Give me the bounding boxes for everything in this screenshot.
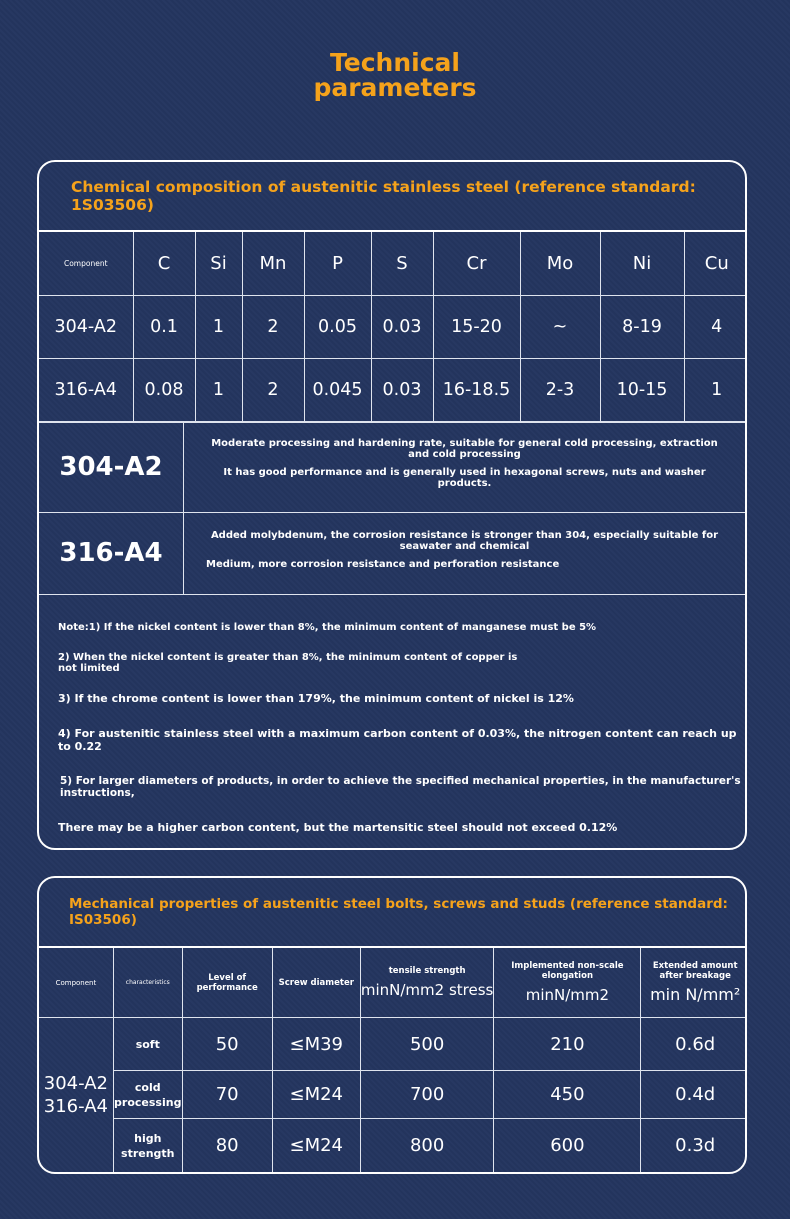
table-cell: 0.3d (641, 1119, 747, 1173)
table-cell: 0.4d (641, 1071, 747, 1119)
column-header: characteristics (113, 948, 182, 1018)
table-cell: 700 (360, 1071, 494, 1119)
column-header: Mo (520, 232, 600, 295)
page-title (0, 50, 790, 100)
mechanical-properties-heading: Mechanical properties of austenitic steel bolts, screws and studs (reference standard: IS03506) (39, 878, 745, 948)
table-cell: 50 (182, 1018, 272, 1071)
grade-description-row (39, 512, 745, 594)
column-header: C (133, 232, 195, 295)
column-header-unit: minN/mm2 (525, 985, 610, 1004)
table-cell: 8-19 (600, 295, 684, 358)
characteristic-cell: cold processing (113, 1071, 182, 1119)
description-line: It has good performance and is generally used in hexagonal screws, nuts and washer products. (223, 467, 706, 489)
table-cell: 800 (360, 1119, 494, 1173)
column-header-unit: minN/mm2 stress (360, 980, 494, 999)
column-header-label: tensile strength (388, 965, 466, 976)
table-cell: 500 (360, 1018, 494, 1071)
table-cell: 0.08 (133, 358, 195, 421)
grade-description (184, 423, 745, 512)
table-cell: 70 (182, 1071, 272, 1119)
note-line: There may be a higher carbon content, but the martensitic steel should not exceed 0.12% (58, 820, 618, 834)
table-cell: 0.05 (304, 295, 371, 358)
column-header-unit: min N/mm² (650, 984, 741, 1004)
table-header-row (39, 232, 747, 295)
table-cell: 0.03 (371, 358, 433, 421)
column-header: Component (39, 948, 113, 1018)
chemical-composition-panel (37, 160, 747, 850)
table-cell: 80 (182, 1119, 272, 1173)
table-cell: ≤M39 (272, 1018, 360, 1071)
column-header (641, 948, 747, 1018)
table-cell: 2-3 (520, 358, 600, 421)
table-cell: 2 (242, 358, 304, 421)
description-line: Added molybdenum, the corrosion resistance is stronger than 304, especially suitable for seawater and chemical (210, 529, 719, 552)
notes-section (39, 594, 745, 834)
table-row (39, 1018, 747, 1071)
table-row (39, 295, 747, 358)
column-header: Level of performance (182, 948, 272, 1018)
column-header: S (371, 232, 433, 295)
note-line: 2) When the nickel content is greater than 8%, the minimum content of copper is not limited (58, 651, 518, 674)
chemical-composition-heading: Chemical composition of austenitic stainless steel (reference standard: 1S03506) (39, 162, 745, 232)
note-line: 3) If the chrome content is lower than 179%, the minimum content of nickel is 12% (58, 691, 574, 705)
table-cell: 16-18.5 (433, 358, 520, 421)
description-line: Moderate processing and hardening rate, suitable for general cold processing, extraction and cold processing (211, 438, 718, 460)
table-cell: 4 (684, 295, 747, 358)
column-header: P (304, 232, 371, 295)
table-cell: 0.1 (133, 295, 195, 358)
table-cell: 1 (195, 295, 242, 358)
table-cell: ≤M24 (272, 1071, 360, 1119)
column-header: Cu (684, 232, 747, 295)
note-line: 5) For larger diameters of products, in order to achieve the specified mechanical properties, in the manufacturer's instructions, (60, 774, 741, 799)
column-header: Cr (433, 232, 520, 295)
table-cell: 0.03 (371, 295, 433, 358)
table-cell: 2 (242, 295, 304, 358)
column-header: Screw diameter (272, 948, 360, 1018)
component-grade: 316-A4 (43, 1096, 109, 1117)
column-header: Component (39, 232, 133, 295)
characteristic-cell: high strength (113, 1119, 182, 1173)
table-cell: 210 (494, 1018, 641, 1071)
table-cell: ≤M24 (272, 1119, 360, 1173)
chemical-composition-table (39, 232, 747, 422)
column-header (360, 948, 494, 1018)
table-cell: ~ (520, 295, 600, 358)
table-cell: 0.6d (641, 1018, 747, 1071)
table-cell: 1 (195, 358, 242, 421)
table-cell: 10-15 (600, 358, 684, 421)
table-cell: 15-20 (433, 295, 520, 358)
table-cell: 1 (684, 358, 747, 421)
grade-label: 304-A2 (39, 423, 184, 512)
characteristic-cell: soft (113, 1018, 182, 1071)
table-cell: 450 (494, 1071, 641, 1119)
table-row (39, 358, 747, 421)
page-title-line1: Technical (330, 48, 460, 77)
table-header-row (39, 948, 747, 1018)
description-line: Medium, more corrosion resistance and perforation resistance (206, 558, 560, 570)
table-row (39, 1119, 747, 1173)
column-header: Si (195, 232, 242, 295)
column-header-label: Implemented non-scale elongation (511, 960, 624, 981)
column-header: Ni (600, 232, 684, 295)
page-title-line2: parameters (313, 73, 477, 102)
table-cell: 304-A2 (39, 295, 133, 358)
component-grade: 304-A2 (43, 1073, 109, 1094)
column-header: Mn (242, 232, 304, 295)
table-row (39, 1071, 747, 1119)
note-line: Note:1) If the nickel content is lower than 8%, the minimum content of manganese must be 5% (58, 621, 597, 633)
table-cell: 316-A4 (39, 358, 133, 421)
grade-description-row (39, 422, 745, 512)
component-cell (39, 1018, 113, 1173)
mechanical-properties-panel (37, 876, 747, 1174)
table-cell: 0.045 (304, 358, 371, 421)
note-line: 4) For austenitic stainless steel with a maximum carbon content of 0.03%, the nitrogen content can reach up to 0.22 (58, 726, 737, 753)
mechanical-properties-table (39, 948, 747, 1173)
grade-label: 316-A4 (39, 513, 184, 594)
grade-description (184, 513, 745, 594)
column-header-label: Extended amount after breakage (652, 960, 738, 981)
column-header (494, 948, 641, 1018)
table-cell: 600 (494, 1119, 641, 1173)
